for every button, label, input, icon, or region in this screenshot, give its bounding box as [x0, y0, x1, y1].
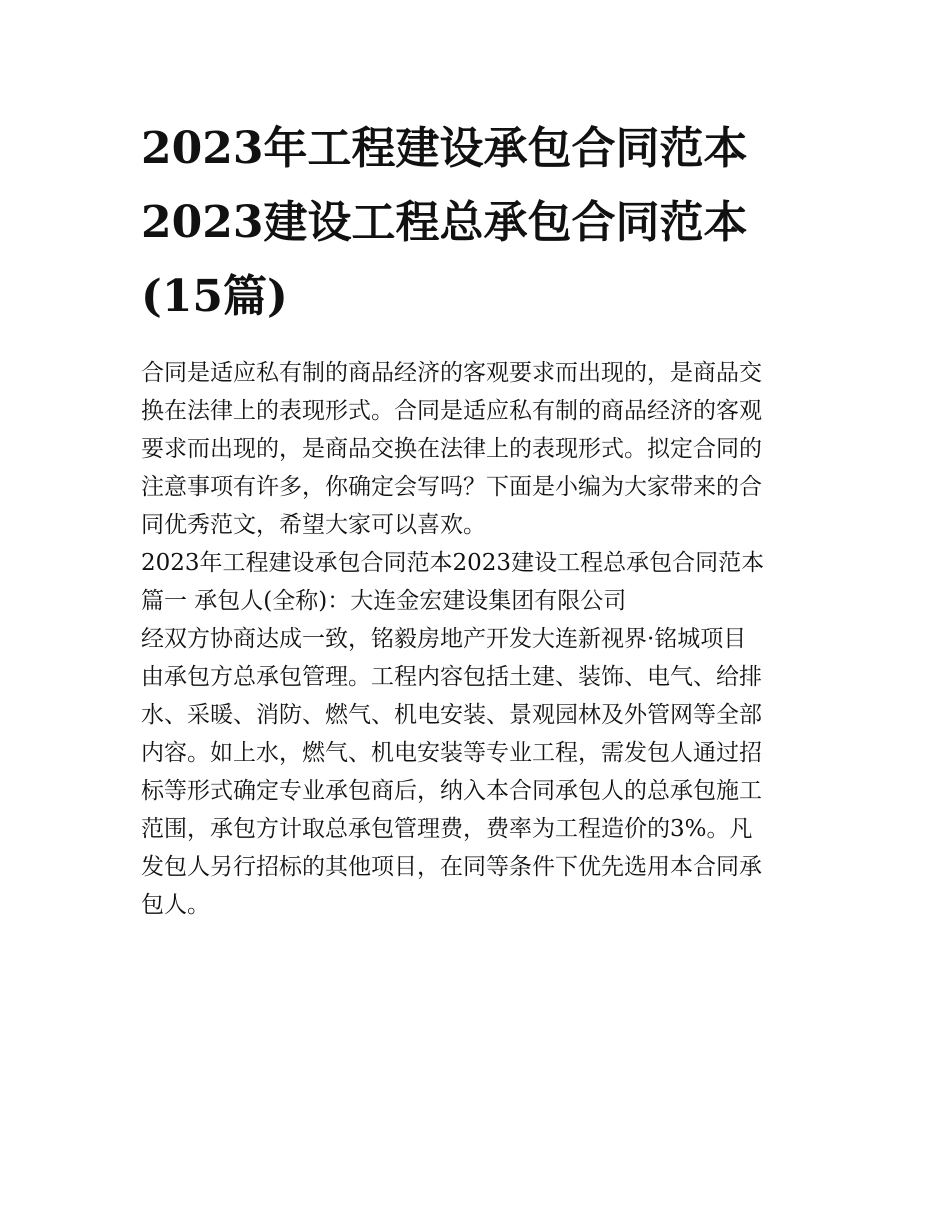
- text-line: 内容。如上水，燃气、机电安装等专业工程，需发包人通过招: [141, 740, 762, 766]
- title-line: (15篇): [141, 271, 288, 322]
- intro-paragraph: [141, 354, 813, 544]
- text-line: 要求而出现的，是商品交换在法律上的表现形式。拟定合同的: [141, 436, 762, 462]
- text-line: 标等形式确定专业承包商后，纳入本合同承包人的总承包施工: [141, 778, 762, 804]
- text-line: 2023年工程建设承包合同范本2023建设工程总承包合同范本: [141, 550, 765, 576]
- document-page: [141, 112, 813, 924]
- text-line: 包人。: [141, 892, 210, 918]
- text-line: 同优秀范文，希望大家可以喜欢。: [141, 512, 486, 538]
- text-line: 篇一 承包人(全称)：大连金宏建设集团有限公司: [141, 588, 627, 614]
- title-line: 2023建设工程总承包合同范本: [141, 197, 748, 248]
- text-line: 发包人另行招标的其他项目，在同等条件下优先选用本合同承: [141, 854, 762, 880]
- text-line: 范围，承包方计取总承包管理费，费率为工程造价的3%。凡: [141, 816, 753, 842]
- text-line: 注意事项有许多，你确定会写吗？下面是小编为大家带来的合: [141, 474, 762, 500]
- text-line: 合同是适应私有制的商品经济的客观要求而出现的，是商品交: [141, 360, 762, 386]
- text-line: 经双方协商达成一致，铭毅房地产开发大连新视界·铭城项目: [141, 626, 747, 652]
- text-line: 水、采暖、消防、燃气、机电安装、景观园林及外管网等全部: [141, 702, 762, 728]
- section-heading: [141, 544, 813, 620]
- text-line: 由承包方总承包管理。工程内容包括土建、装饰、电气、给排: [141, 664, 762, 690]
- text-line: 换在法律上的表现形式。合同是适应私有制的商品经济的客观: [141, 398, 762, 424]
- body-paragraph: [141, 620, 813, 924]
- document-title: [141, 112, 813, 334]
- title-line: 2023年工程建设承包合同范本: [141, 123, 748, 174]
